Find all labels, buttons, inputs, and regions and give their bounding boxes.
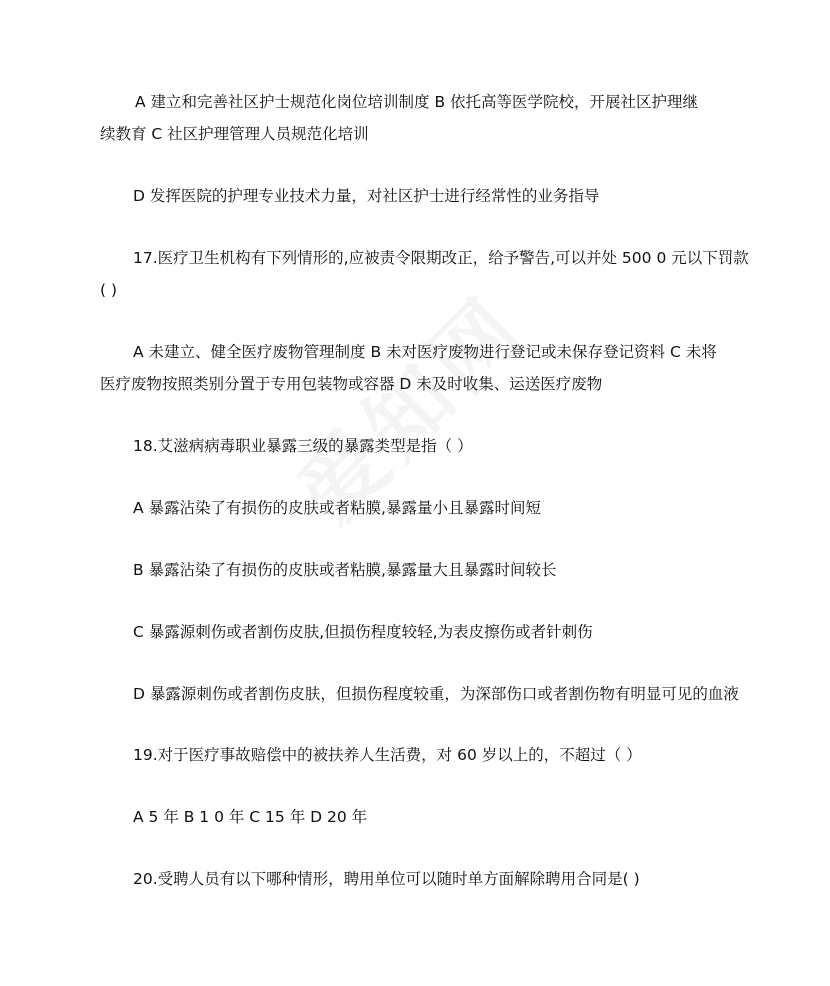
q16-option-d: D 发挥医院的护理专业技术力量，对社区护士进行经常性的业务指导 (133, 187, 600, 205)
q20-question: 20.受聘人员有以下哪种情形，聘用单位可以随时单方面解除聘用合同是( ) (133, 870, 640, 888)
q17-question-line1: 17.医疗卫生机构有下列情形的,应被责令限期改正，给予警告,可以并处 500 0 元以下罚款 (133, 249, 749, 267)
q18-option-b: B 暴露沾染了有损伤的皮肤或者粘膜,暴露量大且暴露时间较长 (133, 561, 557, 579)
q18-option-c: C 暴露源刺伤或者割伤皮肤,但损伤程度较轻,为表皮擦伤或者针刺伤 (133, 623, 593, 641)
q18-option-a: A 暴露沾染了有损伤的皮肤或者粘膜,暴露量小且暴露时间短 (133, 499, 541, 517)
q19-question: 19.对于医疗事故赔偿中的被扶养人生活费，对 60 岁以上的，不超过（ ） (133, 746, 642, 764)
q16-options-line2: 续教育 C 社区护理管理人员规范化培训 (100, 125, 369, 143)
q19-options: A 5 年 B 1 0 年 C 15 年 D 20 年 (133, 808, 368, 826)
q18-question: 18.艾滋病病毒职业暴露三级的暴露类型是指（ ） (133, 437, 473, 455)
q18-option-d: D 暴露源刺伤或者割伤皮肤，但损伤程度较重，为深部伤口或者割伤物有明显可见的血液 (133, 685, 739, 703)
q17-question-line2: ( ) (100, 281, 118, 299)
q17-options-line1: A 未建立、健全医疗废物管理制度 B 未对医疗废物进行登记或未保存登记资料 C 未将 (133, 343, 717, 361)
q16-options-line1: A 建立和完善社区护士规范化岗位培训制度 B 依托高等医学院校，开展社区护理继 (135, 93, 699, 111)
watermark (267, 247, 592, 572)
q17-options-line2: 医疗废物按照类别分置于专用包装物或容器 D 未及时收集、运送医疗废物 (100, 375, 603, 393)
